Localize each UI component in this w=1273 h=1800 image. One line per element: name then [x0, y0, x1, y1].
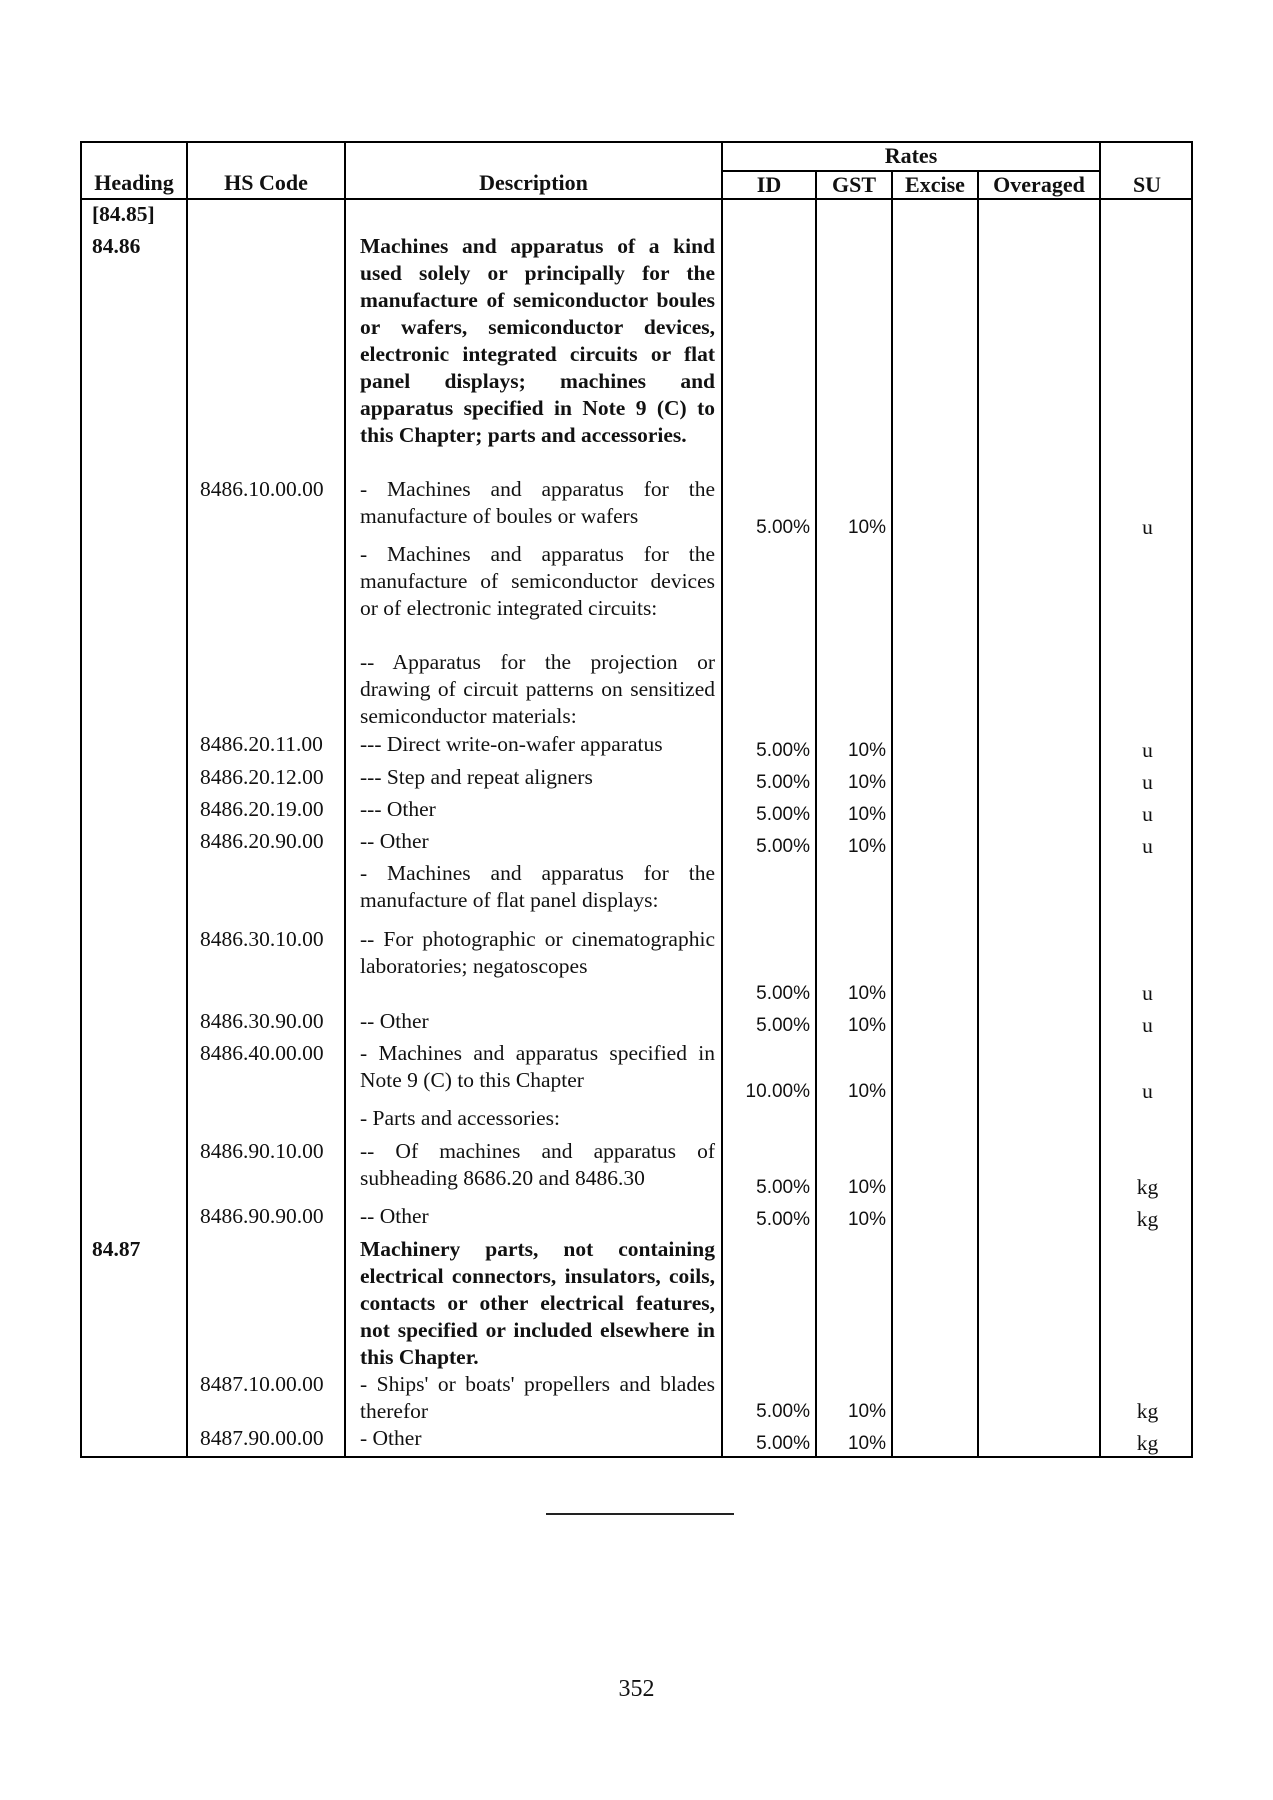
row-gst-rate: 10%: [847, 772, 886, 793]
row-description: -- Other: [360, 829, 429, 853]
row-su: kg: [1136, 1431, 1159, 1455]
row-id-rate: 5.00%: [756, 517, 810, 538]
row-hs-code: 8486.20.11.00: [200, 732, 323, 756]
row-hs-code: 8486.20.90.00: [200, 829, 324, 853]
row-description: - Machines and apparatus for the manufacture of flat panel displays:: [360, 861, 715, 912]
header-excise: Excise: [905, 172, 965, 197]
row-hs-code: 8487.10.00.00: [200, 1372, 324, 1396]
row-gst-rate: 10%: [847, 836, 886, 857]
row-hs-code: 8486.40.00.00: [200, 1041, 324, 1065]
row-description: -- Other: [360, 1009, 429, 1033]
header-description: Description: [479, 170, 588, 195]
row-gst-rate: 10%: [847, 517, 886, 538]
row-hs-code: 8486.10.00.00: [200, 477, 324, 501]
column-divider: [891, 171, 893, 1458]
column-divider: [1099, 141, 1101, 1458]
row-su: u: [1142, 515, 1153, 539]
row-su: kg: [1136, 1399, 1159, 1423]
row-id-rate: 10.00%: [745, 1081, 810, 1102]
row-hs-code: 8486.90.10.00: [200, 1139, 324, 1163]
heading-label: [84.85]: [92, 202, 155, 226]
row-id-rate: 5.00%: [756, 1433, 810, 1454]
row-description: --- Direct write-on-wafer apparatus: [360, 732, 663, 756]
row-id-rate: 5.00%: [756, 836, 810, 857]
row-gst-rate: 10%: [847, 983, 886, 1004]
row-description: - Machines and apparatus specified in Note 9 (C) to this Chapter: [360, 1041, 715, 1092]
row-description: -- For photographic or cinematographic laboratories; negatoscopes: [360, 927, 715, 978]
row-id-rate: 5.00%: [756, 1401, 810, 1422]
row-hs-code: 8486.20.19.00: [200, 797, 324, 821]
page-number: 352: [618, 1676, 655, 1702]
row-su: u: [1142, 1013, 1153, 1037]
row-gst-rate: 10%: [847, 1015, 886, 1036]
row-description: --- Other: [360, 797, 436, 821]
row-su: u: [1142, 1079, 1153, 1103]
row-id-rate: 5.00%: [756, 1015, 810, 1036]
row-su: u: [1142, 834, 1153, 858]
row-hs-code: 8486.30.10.00: [200, 927, 324, 951]
row-id-rate: 5.00%: [756, 772, 810, 793]
row-id-rate: 5.00%: [756, 983, 810, 1004]
row-description: - Ships' or boats' propellers and blades therefor: [360, 1372, 715, 1423]
header-id: ID: [756, 172, 782, 197]
row-su: u: [1142, 802, 1153, 826]
row-description: Machinery parts, not containing electrical connectors, insulators, coils, contacts or other electrical features, not specified or included elsewhere in this Chapter.: [360, 1237, 715, 1369]
footer-rule: [546, 1513, 734, 1515]
row-su: u: [1142, 981, 1153, 1005]
row-su: kg: [1136, 1175, 1159, 1199]
column-divider: [721, 141, 723, 1458]
row-id-rate: 5.00%: [756, 804, 810, 825]
header-heading: Heading: [94, 170, 174, 195]
row-description: - Parts and accessories:: [360, 1106, 560, 1130]
row-description: - Machines and apparatus for the manufacture of semiconductor devices or of electronic integrated circuits:: [360, 542, 715, 620]
header-rates: Rates: [884, 143, 938, 168]
row-su: u: [1142, 738, 1153, 762]
header-su: SU: [1132, 172, 1162, 197]
row-description: --- Step and repeat aligners: [360, 765, 593, 789]
row-hs-code: 8486.20.12.00: [200, 765, 324, 789]
row-description: Machines and apparatus of a kind used solely or principally for the manufacture of semiconductor boules or wafers, semiconductor devices, electronic integrated circuits or flat panel displays; machines and apparatus specified in Note 9 (C) to this Chapter; parts and accessories.: [360, 234, 715, 447]
column-divider: [815, 171, 817, 1458]
row-description: -- Of machines and apparatus of subheading 8686.20 and 8486.30: [360, 1139, 715, 1190]
row-gst-rate: 10%: [847, 740, 886, 761]
row-description: -- Apparatus for the projection or drawing of circuit patterns on sensitized semiconductor materials:: [360, 650, 715, 728]
row-description: -- Other: [360, 1204, 429, 1228]
row-gst-rate: 10%: [847, 1433, 886, 1454]
row-gst-rate: 10%: [847, 804, 886, 825]
row-id-rate: 5.00%: [756, 1209, 810, 1230]
header-overaged: Overaged: [993, 172, 1085, 197]
column-divider: [344, 141, 346, 1458]
row-gst-rate: 10%: [847, 1401, 886, 1422]
header-hs-code: HS Code: [224, 170, 308, 195]
row-gst-rate: 10%: [847, 1177, 886, 1198]
row-gst-rate: 10%: [847, 1209, 886, 1230]
row-description: - Machines and apparatus for the manufacture of boules or wafers: [360, 477, 715, 528]
row-gst-rate: 10%: [847, 1081, 886, 1102]
row-hs-code: 8487.90.00.00: [200, 1426, 324, 1450]
column-divider: [977, 171, 979, 1458]
row-hs-code: 8486.90.90.00: [200, 1204, 324, 1228]
row-description: - Other: [360, 1426, 422, 1450]
row-id-rate: 5.00%: [756, 1177, 810, 1198]
row-id-rate: 5.00%: [756, 740, 810, 761]
header-divider: [80, 198, 1193, 200]
row-hs-code: 8486.30.90.00: [200, 1009, 324, 1033]
row-su: kg: [1136, 1207, 1159, 1231]
heading-label: 84.86: [92, 234, 141, 258]
column-divider: [186, 141, 188, 1458]
header-gst: GST: [831, 172, 877, 197]
row-su: u: [1142, 770, 1153, 794]
heading-label: 84.87: [92, 1237, 141, 1261]
